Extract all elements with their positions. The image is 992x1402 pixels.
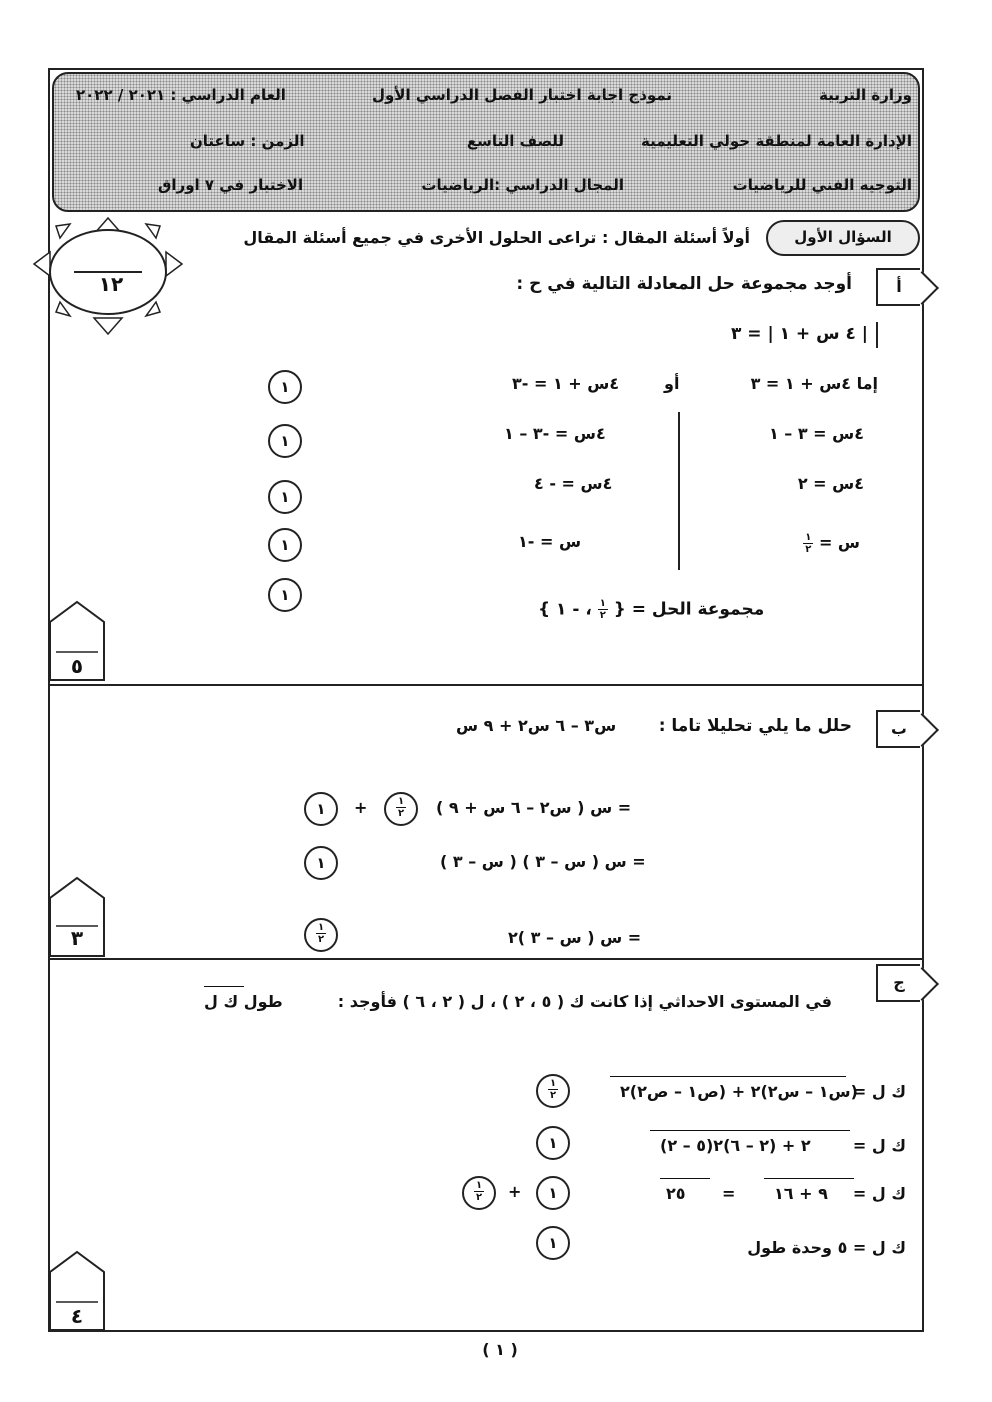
part-b-step: = س ( س – ٣ )٢ — [508, 928, 642, 947]
plus-sign: + — [508, 1182, 522, 1201]
part-c-step-label: ك ل = — [852, 1184, 906, 1203]
header-academic-year: العام الدراسي : ٢٠٢١ / ٢٠٢٢ — [76, 86, 286, 104]
page-number: ( ١ ) — [482, 1340, 518, 1359]
half-mark-circle: $\frac{١}{٢}$ — [536, 1074, 570, 1108]
part-a-score: ٥ — [70, 654, 84, 678]
solution-suffix: ، - ١ } — [538, 599, 592, 620]
part-a-right-step-text: س = — [818, 533, 860, 552]
part-c-label: ج — [893, 973, 905, 992]
header-time: الزمن : ساعتان — [190, 132, 305, 150]
part-a-right-step: ٤س = ٣ – ١ — [768, 424, 864, 443]
half-mark-circle: $\frac{١}{٢}$ — [384, 792, 418, 826]
mark-circle: ١ — [268, 578, 302, 612]
part-a-or: أو — [664, 374, 680, 393]
mark-circle: ١ — [268, 528, 302, 562]
header-ministry: وزارة التربية — [819, 86, 912, 104]
header-exam-model: نموذج اجابة اختبار الفصل الدراسي الأول — [371, 86, 672, 104]
part-b-step: = س ( س – ٣ ) ( س – ٣ ) — [440, 852, 646, 871]
part-a-label: أ — [896, 277, 902, 296]
mark-circle: ١ — [268, 424, 302, 458]
half-mark-circle: $\frac{١}{٢}$ — [304, 918, 338, 952]
part-c-score: ٤ — [70, 1304, 84, 1328]
fraction: $\frac{١}{٢}$ — [599, 598, 606, 621]
mark-circle: ١ — [304, 792, 338, 826]
segment-bar — [204, 986, 244, 987]
mark-circle: ١ — [268, 480, 302, 514]
mark-circle: ١ — [536, 1176, 570, 1210]
question-instruction: أولاً أسئلة المقال : تراعى الحلول الأخرى في جميع أسئلة المقال — [243, 228, 750, 247]
part-a-case1: إما ٤س + ١ = ٣ — [750, 374, 878, 393]
part-c-score-box — [48, 1250, 106, 1332]
header-grade: للصف التاسع — [466, 132, 564, 150]
sqrt-bar — [764, 1178, 854, 1179]
part-a-score-box — [48, 600, 106, 682]
total-score-badge — [30, 216, 186, 336]
part-a-left-step: ٤س = -٣ – ١ — [504, 424, 606, 443]
solution-prefix: مجموعة الحل = { — [613, 599, 765, 620]
part-c-step-expr: ٢٥ — [666, 1184, 686, 1203]
plus-sign: + — [354, 798, 368, 817]
part-a-solution-set — [538, 598, 764, 621]
mark-circle: ١ — [268, 370, 302, 404]
section-divider — [48, 958, 924, 960]
equals-sign: = — [722, 1184, 736, 1203]
part-b-tab — [876, 710, 920, 748]
case-divider — [678, 412, 680, 570]
part-b-score: ٣ — [70, 926, 84, 950]
section-divider — [48, 684, 924, 686]
total-score-value: ١٢ — [98, 272, 124, 296]
sqrt-bar — [610, 1076, 846, 1077]
mark-circle: ١ — [536, 1126, 570, 1160]
part-c-tab — [876, 964, 920, 1002]
part-a-tab — [876, 268, 920, 306]
part-b-score-box — [48, 876, 106, 958]
mark-circle: ١ — [536, 1226, 570, 1260]
abs-bar — [876, 322, 878, 348]
part-b-step: = س ( س٢ – ٦ س + ٩ ) — [436, 798, 632, 817]
header-pages: الاختبار في ٧ اوراق — [158, 176, 304, 194]
part-c-step-label: ك ل = — [852, 1082, 906, 1101]
part-a-left-step: ٤س = - ٤ — [534, 474, 613, 493]
part-a-equation: | ٤ س + ١ | = ٣ — [731, 324, 868, 344]
half-mark-circle: $\frac{١}{٢}$ — [462, 1176, 496, 1210]
fraction: $\frac{١}{٢}$ — [805, 532, 812, 555]
question-title: السؤال الأول — [766, 220, 920, 256]
part-c-step-expr: (٥ – ٢)٢ + (٢ – ٦)٢ — [660, 1136, 811, 1155]
header-supervision: التوجيه الفني للرياضيات — [732, 176, 912, 194]
mark-circle: ١ — [304, 846, 338, 880]
part-a-prompt: أوجد مجموعة حل المعادلة التالية في ح : — [516, 274, 852, 294]
part-c-prompt: في المستوى الاحداثي إذا كانت ك ( ٥ ، ٢ ) ، ل ( ٢ ، ٦ ) فأوجد : — [337, 992, 832, 1011]
part-a-right-step: ٤س = ٢ — [797, 474, 864, 493]
header-subject: المجال الدراسي :الرياضيات — [421, 176, 624, 194]
part-a-right-step — [803, 532, 860, 555]
part-b-label: ب — [890, 719, 908, 738]
part-c-step-label: ك ل = — [852, 1136, 906, 1155]
part-a-case2: ٤س + ١ = -٣ — [512, 374, 620, 393]
sqrt-bar — [650, 1130, 850, 1131]
part-c-conclusion: ك ل = ٥ وحدة طول — [747, 1238, 906, 1257]
sqrt-bar — [660, 1178, 710, 1179]
part-c-step-expr: (س١ – س٢)٢ + (ص١ – ص٢)٢ — [620, 1082, 858, 1101]
header-directorate: الإدارة العامة لمنطقة حولي التعليمية — [640, 132, 912, 150]
part-c-find: طول ك ل — [204, 992, 283, 1011]
part-a-left-step: س = -١ — [518, 532, 582, 551]
part-b-prompt: حلل ما يلي تحليلا تاما : — [658, 716, 852, 736]
part-c-step-expr: ٩ + ١٦ — [774, 1184, 828, 1203]
part-b-expression: س٣ – ٦ س٢ + ٩ س — [456, 716, 617, 735]
